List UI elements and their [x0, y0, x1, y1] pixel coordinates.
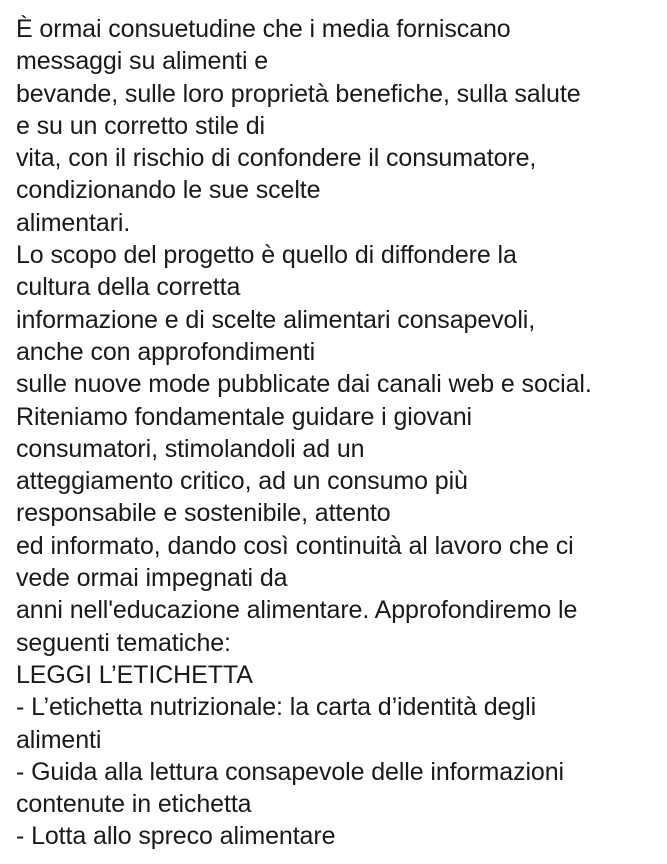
text-line: informazione e di scelte alimentari consapevoli, [16, 305, 536, 334]
text-line: condizionando le sue scelte [16, 176, 321, 205]
text-line: cultura della corretta [16, 273, 241, 302]
text-line: Lo scopo del progetto è quello di diffondere la [16, 241, 517, 270]
text-line: alimentari. [16, 208, 131, 237]
text-line: consumatori, stimolandoli ad un [16, 434, 365, 463]
text-line: vede ormai impegnati da [16, 564, 288, 593]
text-line: sulle nuove mode pubblicate dai canali web e social. [16, 370, 592, 399]
text-line: Riteniamo fondamentale guidare i giovani [16, 402, 473, 431]
section-heading: LEGGI L’ETICHETTA [16, 660, 253, 689]
text-line: atteggiamento critico, ad un consumo più [16, 467, 468, 496]
text-line: anche con approfondimenti [16, 337, 316, 366]
text-line: e su un corretto stile di [16, 111, 266, 140]
list-item: - L’etichetta nutrizionale: la carta d’identità degli [16, 693, 537, 722]
list-item-continuation: alimenti [16, 725, 102, 754]
text-line: responsabile e sostenibile, attento [16, 499, 391, 528]
text-line: bevande, sulle loro proprietà benefiche, sulla salute [16, 79, 581, 108]
text-line: messaggi su alimenti e [16, 47, 269, 76]
text-line: ed informato, dando così continuità al lavoro che ci [16, 531, 574, 560]
text-line: vita, con il rischio di confondere il consumatore, [16, 144, 537, 173]
list-item: - Lotta allo spreco alimentare [16, 822, 336, 851]
text-line: anni nell'educazione alimentare. Approfondiremo le [16, 596, 578, 625]
document-body [16, 13, 667, 853]
list-item: - Guida alla lettura consapevole delle informazioni [16, 757, 564, 786]
list-item-continuation: contenute in etichetta [16, 790, 252, 819]
text-line: È ormai consuetudine che i media forniscano [16, 15, 511, 43]
text-line: seguenti tematiche: [16, 628, 231, 657]
